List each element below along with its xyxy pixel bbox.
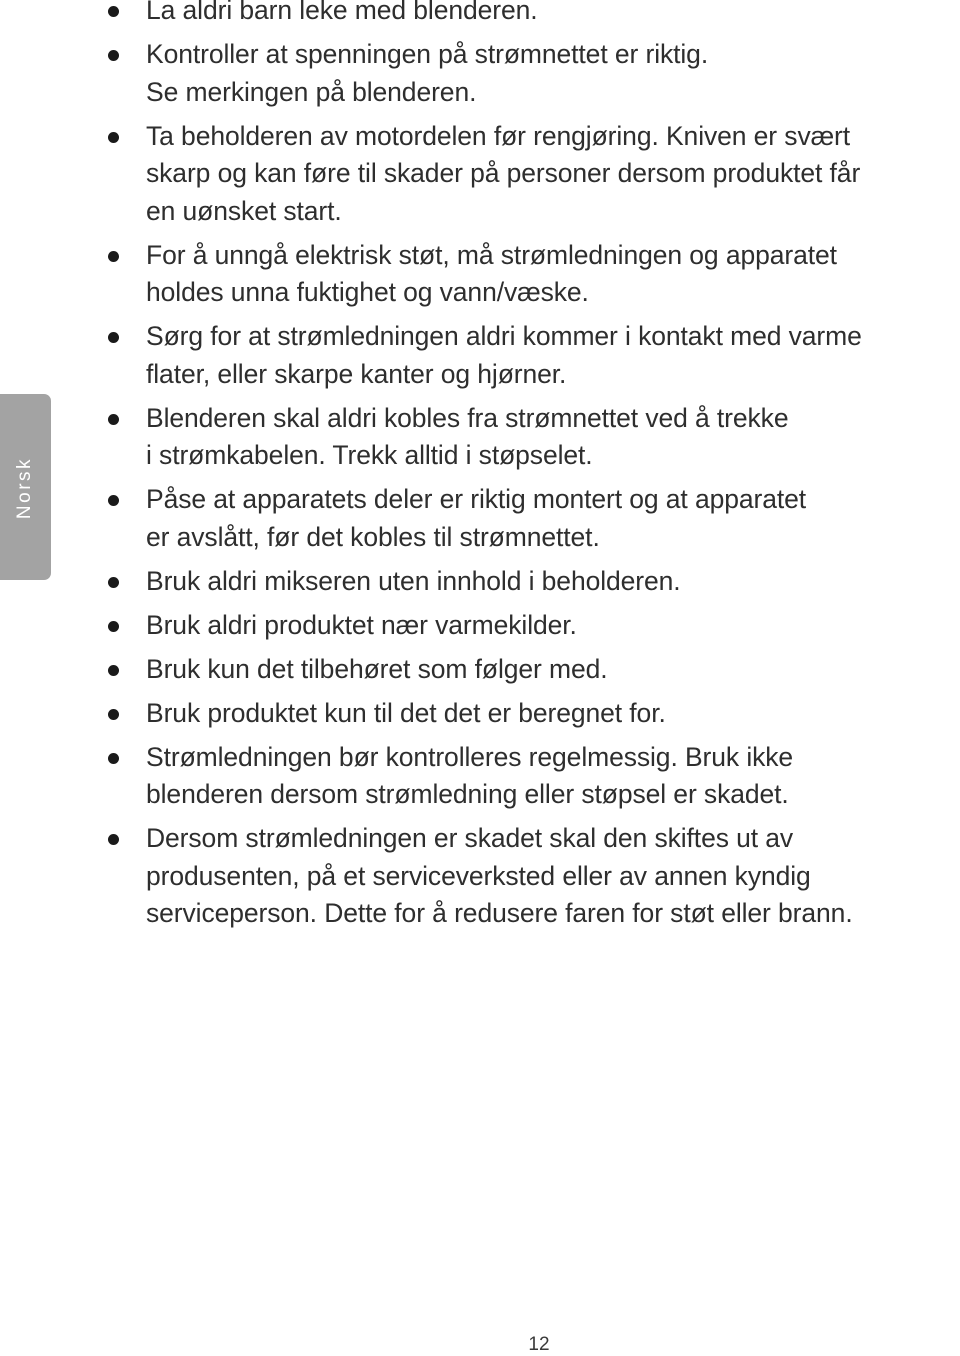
bullet-dot-icon [108, 753, 119, 764]
bullet-text-line: For å unngå elektrisk støt, må strømledningen og apparatet [146, 239, 837, 270]
bullet-dot-icon [108, 577, 119, 588]
bullet-text-line: La aldri barn leke med blenderen. [146, 0, 538, 25]
bullet-item [107, 481, 960, 556]
bullet-dot-icon [108, 414, 119, 425]
bullet-text-line: Kontroller at spenningen på strømnettet er riktig. [146, 39, 709, 69]
bullet-item [107, 400, 960, 475]
bullet-item [107, 36, 960, 111]
bullet-dot-icon [108, 495, 119, 506]
bullet-text-line: Dersom strømledningen er skadet skal den skiftes ut av [146, 823, 794, 853]
bullet-item [107, 318, 960, 393]
bullet-text-line: Bruk aldri mikseren uten innhold i beholderen. [146, 565, 681, 596]
bullet-item [107, 651, 960, 689]
bullet-dot-icon [108, 132, 119, 143]
bullet-dot-icon [108, 621, 119, 632]
bullet-item [107, 607, 960, 645]
safety-instructions-list [107, 0, 960, 939]
bullet-text-line: Bruk kun det tilbehøret som følger med. [146, 653, 608, 684]
bullet-text-line: Se merkingen på blenderen. [146, 76, 477, 107]
bullet-text-line: er avslått, før det kobles til strømnettet. [146, 521, 600, 552]
bullet-item [107, 237, 960, 312]
bullet-item [107, 0, 960, 30]
bullet-dot-icon [108, 709, 119, 720]
bullet-dot-icon [108, 834, 119, 845]
language-tab [0, 394, 51, 580]
bullet-text-line: blenderen dersom strømledning eller støpsel er skadet. [146, 779, 789, 809]
bullet-dot-icon [108, 332, 119, 343]
language-tab-label: Norsk [14, 456, 35, 520]
bullet-text-line: en uønsket start. [146, 195, 342, 226]
bullet-text-line: Bruk aldri produktet nær varmekilder. [146, 609, 577, 640]
bullet-dot-icon [108, 6, 119, 17]
page-number: 12 [528, 1334, 550, 1355]
bullet-text-line: Blenderen skal aldri kobles fra strømnettet ved å trekke [146, 402, 789, 433]
bullet-item [107, 695, 960, 733]
bullet-text-line: Bruk produktet kun til det det er beregnet for. [146, 697, 666, 728]
bullet-dot-icon [108, 50, 119, 61]
bullet-item [107, 739, 960, 814]
bullet-text-line: holdes unna fuktighet og vann/væske. [146, 277, 589, 307]
bullet-item [107, 118, 960, 231]
bullet-text-line: Påse at apparatets deler er riktig montert og at apparatet [146, 484, 807, 514]
bullet-item [107, 820, 960, 933]
bullet-text-line: Sørg for at strømledningen aldri kommer i kontakt med varme [146, 321, 862, 351]
bullet-text-line: skarp og kan føre til skader på personer dersom produktet får [146, 158, 861, 188]
bullet-text-line: Ta beholderen av motordelen før rengjøring. Kniven er svært [146, 120, 851, 151]
bullet-text-line: flater, eller skarpe kanter og hjørner. [146, 358, 567, 389]
bullet-text-line: Strømledningen bør kontrolleres regelmessig. Bruk ikke [146, 741, 794, 772]
bullet-dot-icon [108, 665, 119, 676]
bullet-text-line: serviceperson. Dette for å redusere faren for støt eller brann. [146, 898, 853, 928]
bullet-item [107, 563, 960, 601]
bullet-text-line: produsenten, på et serviceverksted eller av annen kyndig [146, 860, 811, 891]
bullet-dot-icon [108, 251, 119, 262]
bullet-text-line: i strømkabelen. Trekk alltid i støpselet. [146, 440, 593, 470]
